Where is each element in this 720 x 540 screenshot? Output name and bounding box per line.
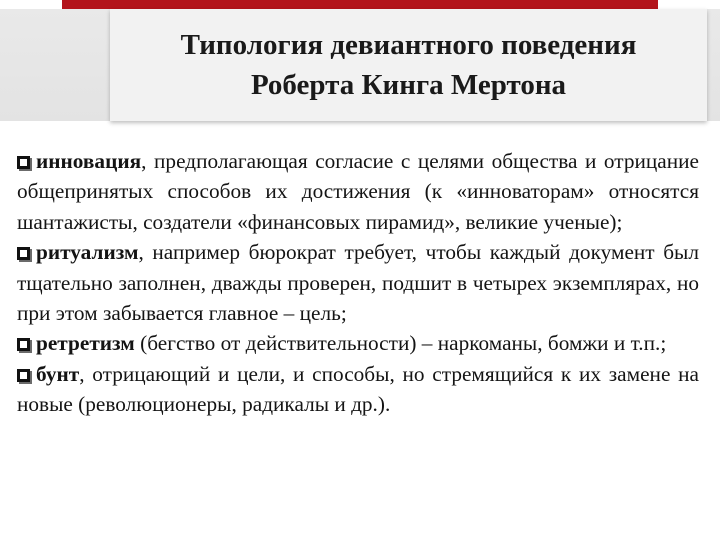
checkbox-square-icon [17, 156, 30, 169]
item-term: инновация [36, 149, 142, 173]
checkbox-square-icon [17, 338, 30, 351]
item-text: , отрицающий и цели, и способы, но стремящийся к их замене на новые (революционеры, радикалы и др.). [17, 361, 699, 417]
checkbox-square-icon [17, 369, 30, 382]
item-term: бунт [36, 361, 80, 386]
slide-title [110, 9, 707, 121]
top-accent-bar [62, 0, 658, 9]
title-line-1: Типология девиантного поведения [180, 29, 637, 61]
list-item-innovation [17, 146, 699, 237]
list-item-rebellion [17, 359, 699, 420]
slide-body [17, 146, 699, 420]
item-text: , предполагающая согласие с целями общества и отрицание общепринятых способов их достижения (к «инноваторам» относятся шантажисты, создатели «финансовых пирамид», великие ученые); [17, 149, 699, 234]
item-term: ритуализм [36, 240, 139, 265]
list-item-ritualism [17, 237, 699, 328]
list-item-retreatism [17, 328, 699, 358]
item-term: ретретизм [36, 331, 135, 356]
item-text: , например бюрократ требует, чтобы каждый документ был тщательно заполнен, дважды проверен, подшит в четырех экземплярах, но при этом забывается главное – цель; [17, 240, 699, 326]
checkbox-square-icon [17, 247, 30, 260]
title-line-2: Роберта Кинга Мертона [250, 69, 567, 101]
item-text: (бегство от действительности) – наркоманы, бомжи и т.п.; [134, 331, 667, 356]
